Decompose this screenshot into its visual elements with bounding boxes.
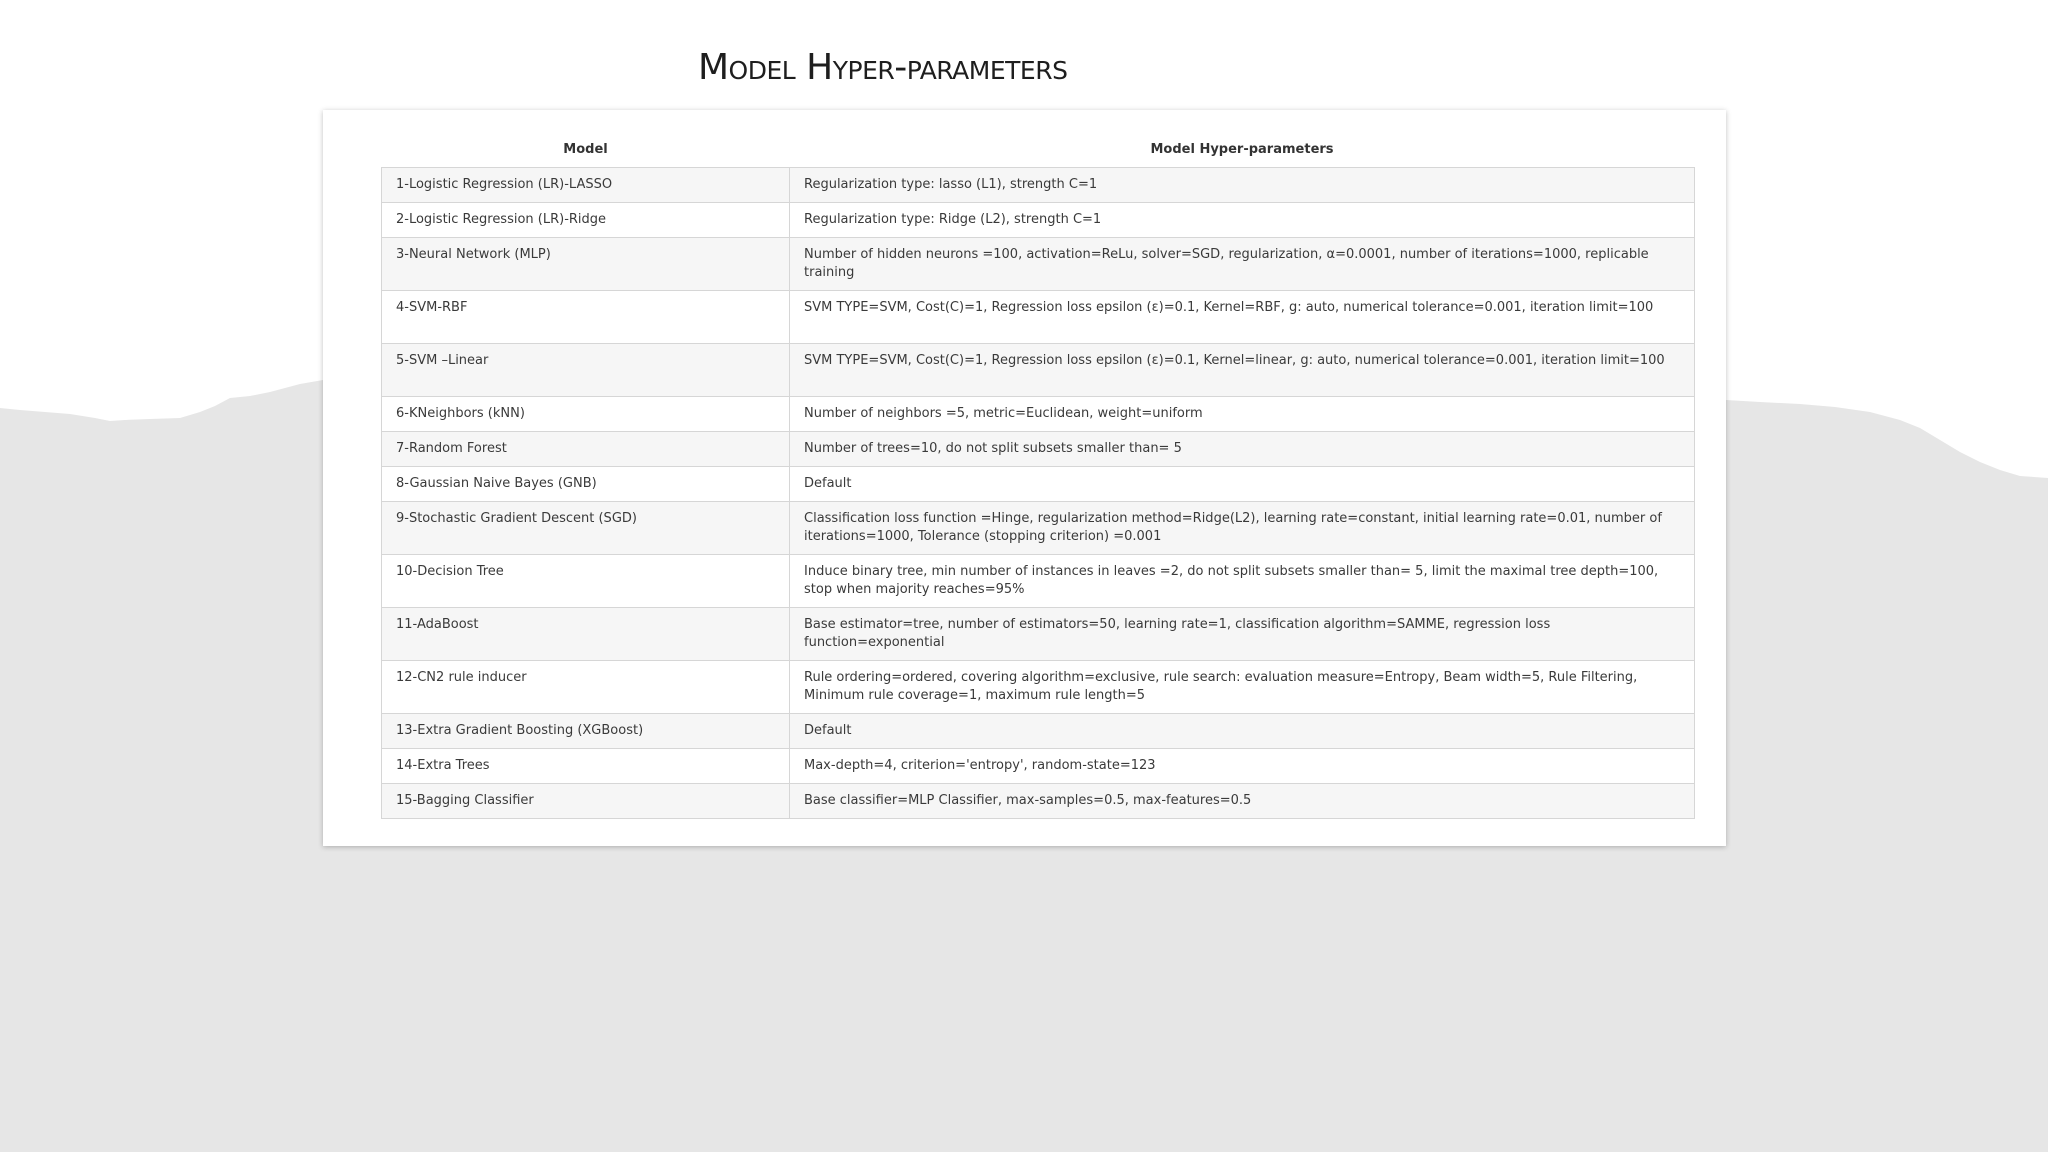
params-cell: Default bbox=[790, 714, 1695, 749]
model-cell: 2-Logistic Regression (LR)-Ridge bbox=[382, 203, 790, 238]
model-cell: 9-Stochastic Gradient Descent (SGD) bbox=[382, 502, 790, 555]
model-cell: 3-Neural Network (MLP) bbox=[382, 238, 790, 291]
column-header-hyperparameters: Model Hyper-parameters bbox=[1150, 142, 1334, 157]
table-row bbox=[382, 661, 1695, 714]
table-row bbox=[382, 714, 1695, 749]
params-cell: Induce binary tree, min number of instances in leaves =2, do not split subsets smaller than= 5, limit the maximal tree depth=100, stop when majority reaches=95% bbox=[790, 555, 1695, 608]
table-row bbox=[382, 291, 1695, 344]
table-row bbox=[382, 344, 1695, 397]
params-cell: Base classifier=MLP Classifier, max-samples=0.5, max-features=0.5 bbox=[790, 784, 1695, 819]
params-cell: Number of hidden neurons =100, activation=ReLu, solver=SGD, regularization, α=0.0001, number of iterations=1000, replicable training bbox=[790, 238, 1695, 291]
params-cell: Rule ordering=ordered, covering algorithm=exclusive, rule search: evaluation measure=Entropy, Beam width=5, Rule Filtering, Minimum rule coverage=1, maximum rule length=5 bbox=[790, 661, 1695, 714]
slide-title: Model Hyper-parameters bbox=[698, 47, 1068, 88]
table-row bbox=[382, 168, 1695, 203]
model-cell: 15-Bagging Classifier bbox=[382, 784, 790, 819]
model-cell: 14-Extra Trees bbox=[382, 749, 790, 784]
model-cell: 10-Decision Tree bbox=[382, 555, 790, 608]
model-cell: 1-Logistic Regression (LR)-LASSO bbox=[382, 168, 790, 203]
params-cell: Default bbox=[790, 467, 1695, 502]
params-cell: Max-depth=4, criterion='entropy', random-state=123 bbox=[790, 749, 1695, 784]
table-row bbox=[382, 467, 1695, 502]
model-cell: 7-Random Forest bbox=[382, 432, 790, 467]
model-cell: 12-CN2 rule inducer bbox=[382, 661, 790, 714]
params-cell: SVM TYPE=SVM, Cost(C)=1, Regression loss epsilon (ε)=0.1, Kernel=linear, g: auto, numerical tolerance=0.001, iteration limit=100 bbox=[790, 344, 1695, 397]
table-row bbox=[382, 555, 1695, 608]
params-cell: Regularization type: Ridge (L2), strength C=1 bbox=[790, 203, 1695, 238]
model-cell: 11-AdaBoost bbox=[382, 608, 790, 661]
hyperparameters-table bbox=[381, 132, 1695, 819]
table-header-row bbox=[382, 132, 1695, 168]
params-cell: Base estimator=tree, number of estimators=50, learning rate=1, classification algorithm=SAMME, regression loss function=exponential bbox=[790, 608, 1695, 661]
table-row bbox=[382, 432, 1695, 467]
model-cell: 6-KNeighbors (kNN) bbox=[382, 397, 790, 432]
params-cell: Number of neighbors =5, metric=Euclidean, weight=uniform bbox=[790, 397, 1695, 432]
table-row bbox=[382, 238, 1695, 291]
column-header-model: Model bbox=[563, 142, 608, 157]
table-row bbox=[382, 749, 1695, 784]
table-card bbox=[323, 110, 1726, 846]
params-cell: Number of trees=10, do not split subsets smaller than= 5 bbox=[790, 432, 1695, 467]
table-row bbox=[382, 203, 1695, 238]
model-cell: 8-Gaussian Naive Bayes (GNB) bbox=[382, 467, 790, 502]
table-row bbox=[382, 784, 1695, 819]
model-cell: 13-Extra Gradient Boosting (XGBoost) bbox=[382, 714, 790, 749]
params-cell: SVM TYPE=SVM, Cost(C)=1, Regression loss epsilon (ε)=0.1, Kernel=RBF, g: auto, numerical tolerance=0.001, iteration limit=100 bbox=[790, 291, 1695, 344]
params-cell: Regularization type: lasso (L1), strength C=1 bbox=[790, 168, 1695, 203]
model-cell: 4-SVM-RBF bbox=[382, 291, 790, 344]
params-cell: Classification loss function =Hinge, regularization method=Ridge(L2), learning rate=constant, initial learning rate=0.01, number of iterations=1000, Tolerance (stopping criterion) =0.001 bbox=[790, 502, 1695, 555]
table-row bbox=[382, 397, 1695, 432]
table-row bbox=[382, 608, 1695, 661]
model-cell: 5-SVM –Linear bbox=[382, 344, 790, 397]
table-row bbox=[382, 502, 1695, 555]
